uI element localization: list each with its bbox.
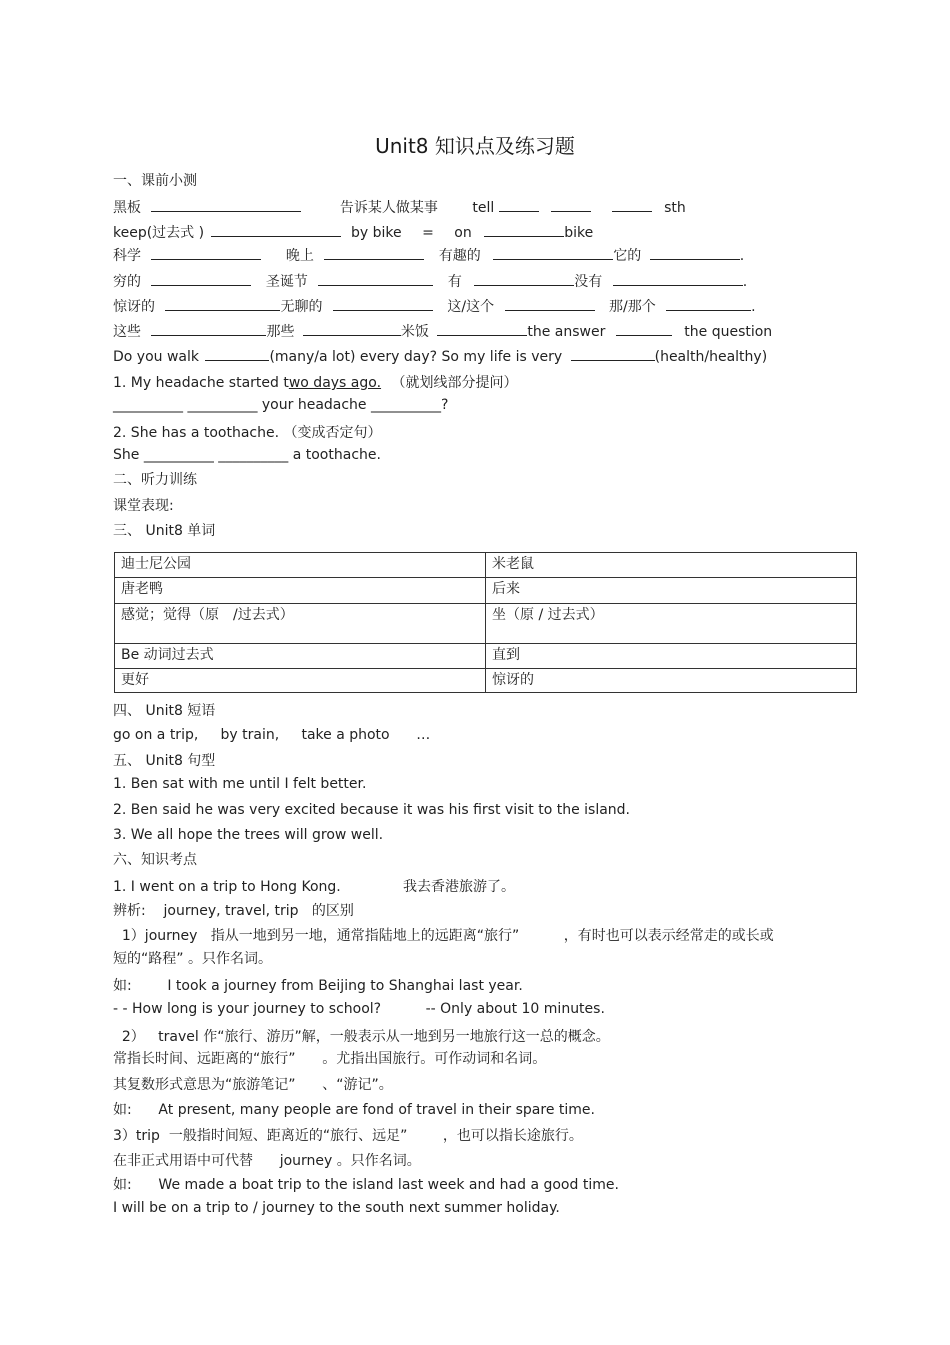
knowledge-line-5: 如: I took a journey from Beijing to Shanghai last year. bbox=[113, 978, 523, 994]
sentence-2: 2. Ben said he was very excited because it was his first visit to the island. bbox=[113, 802, 630, 818]
table-cell: 后来 bbox=[486, 578, 857, 604]
knowledge-line-13: 如: We made a boat trip to the island last week and had a good time. bbox=[113, 1177, 619, 1193]
knowledge-line-8: 常指长时间、远距离的“旅行” 。尤指出国旅行。可作动词和名词。 bbox=[113, 1051, 547, 1067]
table-row bbox=[115, 669, 857, 693]
section-heading-3: 三、 Unit8 单词 bbox=[113, 523, 216, 539]
quiz-row-1: 黑板 告诉某人做某事 tell sth bbox=[113, 197, 686, 217]
quiz-row-5: 惊讶的 无聊的 这/这个 那/那个 . bbox=[113, 296, 756, 316]
sentence-3: 3. We all hope the trees will grow well. bbox=[113, 827, 384, 843]
answer-blank[interactable] bbox=[151, 245, 261, 260]
table-cell: 唐老鸭 bbox=[115, 578, 486, 604]
table-row bbox=[115, 644, 857, 669]
answer-blank[interactable] bbox=[318, 271, 433, 286]
knowledge-line-9: 其复数形式意思为“旅游笔记” 、“游记”。 bbox=[113, 1077, 393, 1093]
knowledge-line-2: 辨析: journey, travel, trip 的区别 bbox=[113, 903, 354, 919]
answer-blank[interactable] bbox=[303, 321, 401, 336]
table-cell: 米老鼠 bbox=[486, 553, 857, 578]
quiz-row-4: 穷的 圣诞节 有 没有 . bbox=[113, 271, 747, 291]
quiz-row-2: keep(过去式 ) by bike = on bike bbox=[113, 222, 593, 242]
table-cell: Be 动词过去式 bbox=[115, 644, 486, 669]
answer-blank[interactable] bbox=[613, 271, 743, 286]
question-2: 2. She has a toothache. （变成否定句） bbox=[113, 425, 382, 441]
table-cell: 迪士尼公园 bbox=[115, 553, 486, 578]
answer-blank[interactable] bbox=[499, 197, 539, 212]
knowledge-line-7: 2） travel 作“旅行、游历”解，一般表示从一地到另一地旅行这一总的概念。 bbox=[113, 1029, 610, 1045]
class-performance: 课堂表现: bbox=[113, 498, 174, 514]
answer-blank[interactable] bbox=[333, 296, 433, 311]
question-1-answer: __________ __________ your headache __________? bbox=[113, 397, 449, 413]
section-heading-6: 六、知识考点 bbox=[113, 852, 197, 868]
answer-blank[interactable] bbox=[650, 245, 740, 260]
table-row bbox=[115, 553, 857, 578]
knowledge-line-10: 如: At present, many people are fond of travel in their spare time. bbox=[113, 1102, 595, 1118]
quiz-row-6: 这些 那些 米饭 the answer the question bbox=[113, 321, 772, 341]
table-cell: 坐（原 / 过去式） bbox=[486, 604, 857, 644]
answer-blank[interactable] bbox=[151, 321, 266, 336]
section-heading-4: 四、 Unit8 短语 bbox=[113, 703, 216, 719]
answer-blank[interactable] bbox=[151, 197, 301, 212]
knowledge-line-3: 1）journey 指从一地到另一地，通常指陆地上的远距离“旅行” ，有时也可以表示经常走的或长或 bbox=[113, 928, 774, 944]
table-cell: 直到 bbox=[486, 644, 857, 669]
quiz-row-3: 科学 晚上 有趣的 它的 . bbox=[113, 245, 744, 265]
page-title: Unit8 知识点及练习题 bbox=[375, 134, 575, 158]
answer-blank[interactable] bbox=[551, 197, 591, 212]
knowledge-line-4: 短的“路程” 。只作名词。 bbox=[113, 951, 272, 967]
quiz-row-7: Do you walk (many/a lot) every day? So my life is very (health/healthy) bbox=[113, 349, 768, 365]
answer-blank[interactable] bbox=[484, 222, 564, 237]
answer-blank[interactable] bbox=[437, 321, 527, 336]
knowledge-line-6: - - How long is your journey to school? -- Only about 10 minutes. bbox=[113, 1001, 605, 1017]
answer-blank[interactable] bbox=[571, 347, 655, 361]
section-heading-5: 五、 Unit8 句型 bbox=[113, 753, 216, 769]
question-2-answer: She __________ __________ a toothache. bbox=[113, 447, 381, 463]
answer-blank[interactable] bbox=[151, 271, 251, 286]
table-row bbox=[115, 578, 857, 604]
sentence-1: 1. Ben sat with me until I felt better. bbox=[113, 776, 367, 792]
table-cell: 更好 bbox=[115, 669, 486, 693]
section-heading-2: 二、听力训练 bbox=[113, 472, 197, 488]
vocabulary-table bbox=[114, 552, 857, 693]
table-cell: 感觉；觉得（原 /过去式） bbox=[115, 604, 486, 644]
answer-blank[interactable] bbox=[666, 296, 751, 311]
answer-blank[interactable] bbox=[493, 245, 613, 260]
answer-blank[interactable] bbox=[612, 197, 652, 212]
answer-blank[interactable] bbox=[324, 245, 424, 260]
knowledge-line-12: 在非正式用语中可代替 journey 。只作名词。 bbox=[113, 1153, 421, 1169]
answer-blank[interactable] bbox=[505, 296, 595, 311]
table-cell: 惊讶的 bbox=[486, 669, 857, 693]
knowledge-line-14: I will be on a trip to / journey to the south next summer holiday. bbox=[113, 1200, 560, 1216]
phrases-line: go on a trip, by train, take a photo … bbox=[113, 727, 431, 743]
table-row bbox=[115, 604, 857, 644]
answer-blank[interactable] bbox=[165, 296, 280, 311]
answer-blank[interactable] bbox=[211, 222, 341, 237]
section-heading-1: 一、课前小测 bbox=[113, 173, 197, 189]
answer-blank[interactable] bbox=[205, 347, 269, 361]
answer-blank[interactable] bbox=[616, 321, 672, 336]
knowledge-line-1: 1. I went on a trip to Hong Kong. 我去香港旅游了。 bbox=[113, 879, 516, 895]
answer-blank[interactable] bbox=[474, 271, 574, 286]
knowledge-line-11: 3）trip 一般指时间短、距离近的“旅行、远足” ，也可以指长途旅行。 bbox=[113, 1128, 583, 1144]
question-1: 1. My headache started two days ago. （就划线部分提问） bbox=[113, 375, 518, 391]
